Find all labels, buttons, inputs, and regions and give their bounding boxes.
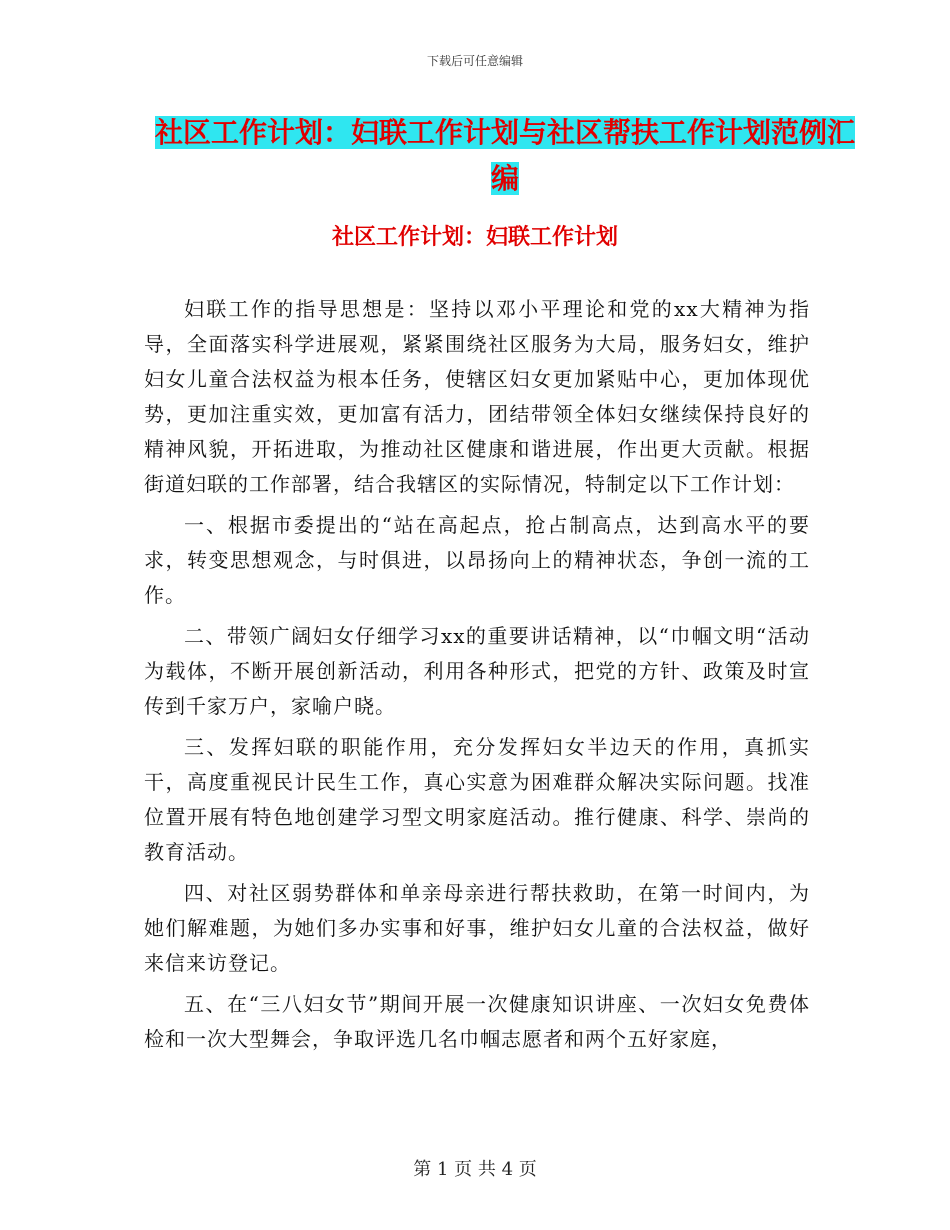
paragraph: 二、带领广阔妇女仔细学习xx的重要讲话精神，以“巾帼文明“活动为载体，不断开展创新活动，利用各种形式，把党的方针、政策及时宣传到千家万户，家喻户晓。 bbox=[144, 624, 810, 718]
section-title: 社区工作计划：妇联工作计划 bbox=[331, 224, 618, 250]
document-title bbox=[150, 110, 860, 202]
paragraph: 三、发挥妇联的职能作用，充分发挥妇女半边天的作用，真抓实干，高度重视民计民生工作，真心实意为困难群众解决实际问题。找准位置开展有特色地创建学习型文明家庭活动。推行健康、科学、崇尚的教育活动。 bbox=[144, 735, 810, 864]
page-number: 第 1 页 共 4 页 bbox=[413, 1159, 537, 1180]
header-note: 下载后可任意编辑 bbox=[426, 54, 523, 68]
paragraph: 四、对社区弱势群体和单亲母亲进行帮扶救助，在第一时间内，为她们解难题，为她们多办实事和好事，维护妇女儿童的合法权益，做好来信来访登记。 bbox=[144, 881, 810, 975]
paragraph: 一、根据市委提出的“站在高起点，抢占制高点，达到高水平的要求，转变思想观念，与时俱进，以昂扬向上的精神状态，争创一流的工作。 bbox=[144, 513, 810, 607]
document-title-text: 社区工作计划：妇联工作计划与社区帮扶工作计划范例汇编 bbox=[154, 116, 855, 195]
body-text bbox=[144, 292, 810, 1063]
paragraph: 妇联工作的指导思想是：坚持以邓小平理论和党的xx大精神为指导，全面落实科学进展观，紧紧围绕社区服务为大局，服务妇女，维护妇女儿童合法权益为根本任务，使辖区妇女更加紧贴中心，更加体现优势，更加注重实效，更加富有活力，团结带领全体妇女继续保持良好的精神风貌，开拓进取，为推动社区健康和谐进展，作出更大贡献。根据街道妇联的工作部署，结合我辖区的实际情况，特制定以下工作计划： bbox=[144, 297, 810, 496]
paragraph: 五、在“三八妇女节”期间开展一次健康知识讲座、一次妇女免费体检和一次大型舞会，争取评选几名巾帼志愿者和两个五好家庭， bbox=[144, 992, 810, 1051]
